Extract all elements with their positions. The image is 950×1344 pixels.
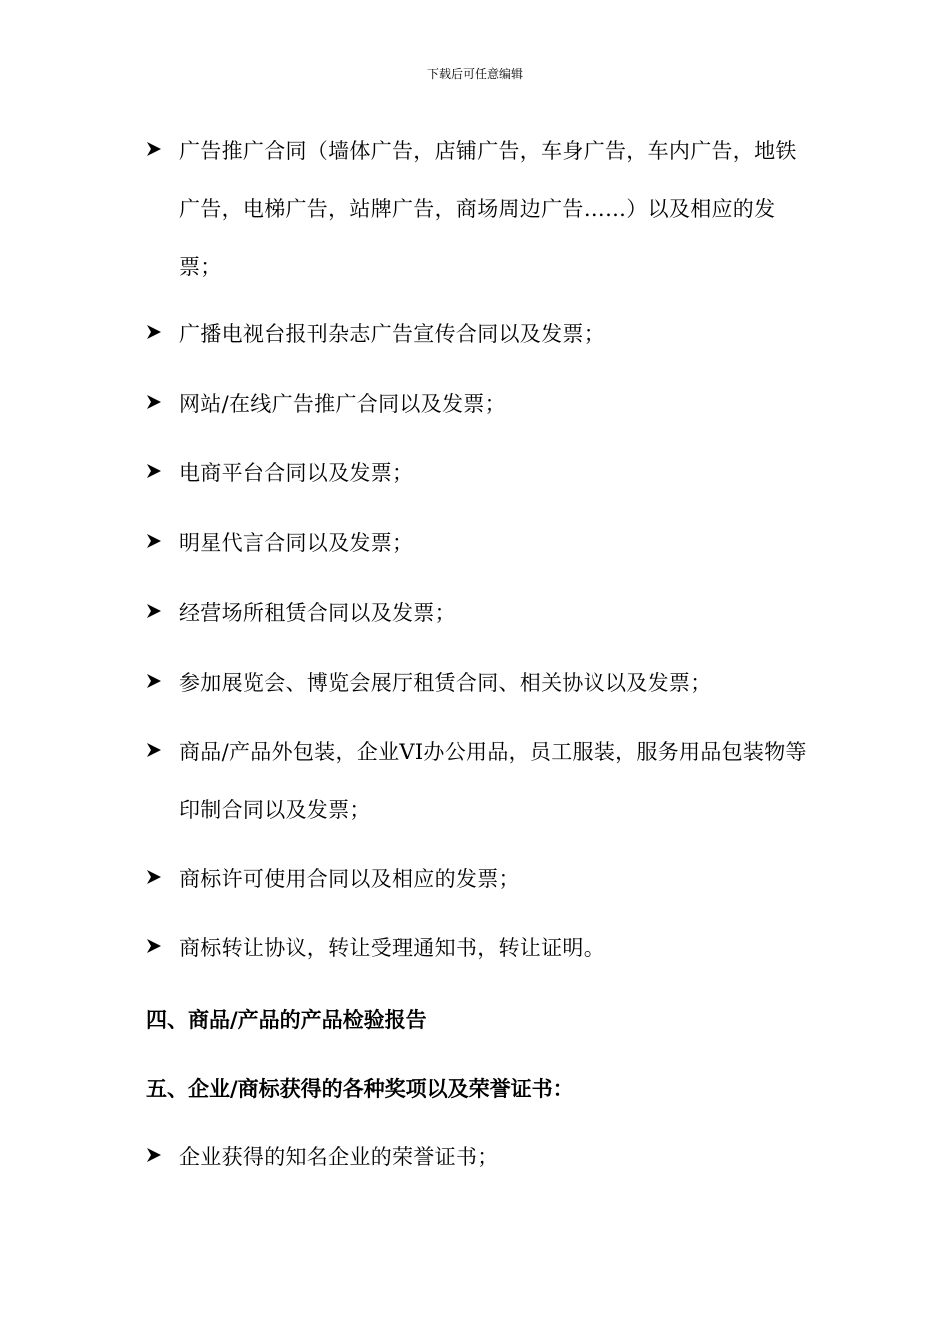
- list-item: [146, 444, 808, 502]
- list-item-text: 商标转让协议，转让受理通知书，转让证明。: [179, 936, 605, 960]
- list-item-text: 经营场所租赁合同以及发票；: [179, 601, 456, 625]
- section-heading: 四、商品/产品的产品检验报告: [146, 1008, 427, 1032]
- list-item: [146, 919, 808, 977]
- list-item: [146, 723, 808, 839]
- list-item-text: 企业获得的知名企业的荣誉证书；: [179, 1145, 499, 1169]
- arrow-bullet-icon: [146, 742, 166, 762]
- arrow-bullet-icon: [146, 141, 166, 161]
- list-item-text: 商品/产品外包装，企业VI办公用品，员工服装，服务用品包装物等印制合同以及发票；: [179, 740, 807, 822]
- arrow-bullet-icon: [146, 603, 166, 623]
- arrow-bullet-icon: [146, 324, 166, 344]
- list-item: [146, 850, 808, 908]
- list-item: [146, 122, 808, 296]
- list-item: [146, 654, 808, 712]
- list-item: [146, 1128, 808, 1186]
- list-item: [146, 584, 808, 642]
- list-item-text: 广播电视台报刊杂志广告宣传合同以及发票；: [179, 322, 605, 346]
- list-item-text: 广告推广合同（墙体广告，店铺广告，车身广告，车内广告，地铁广告，电梯广告，站牌广告，商场周边广告……）以及相应的发票；: [179, 139, 797, 279]
- list-item: [146, 375, 808, 433]
- list-item-text: 电商平台合同以及发票；: [179, 461, 414, 485]
- arrow-bullet-icon: [146, 869, 166, 889]
- list-item-text: 明星代言合同以及发票；: [179, 531, 414, 555]
- arrow-bullet-icon: [146, 533, 166, 553]
- section-heading: 五、企业/商标获得的各种奖项以及荣誉证书：: [146, 1077, 574, 1101]
- list-item-text: 商标许可使用合同以及相应的发票；: [179, 867, 520, 891]
- arrow-bullet-icon: [146, 1147, 166, 1167]
- list-item-text: 网站/在线广告推广合同以及发票；: [179, 392, 506, 416]
- page-header: 下载后可任意编辑: [426, 67, 523, 81]
- arrow-bullet-icon: [146, 673, 166, 693]
- list-item-text: 参加展览会、博览会展厅租赁合同、相关协议以及发票；: [179, 671, 712, 695]
- arrow-bullet-icon: [146, 938, 166, 958]
- arrow-bullet-icon: [146, 394, 166, 414]
- list-item: [146, 514, 808, 572]
- arrow-bullet-icon: [146, 463, 166, 483]
- list-item: [146, 305, 808, 363]
